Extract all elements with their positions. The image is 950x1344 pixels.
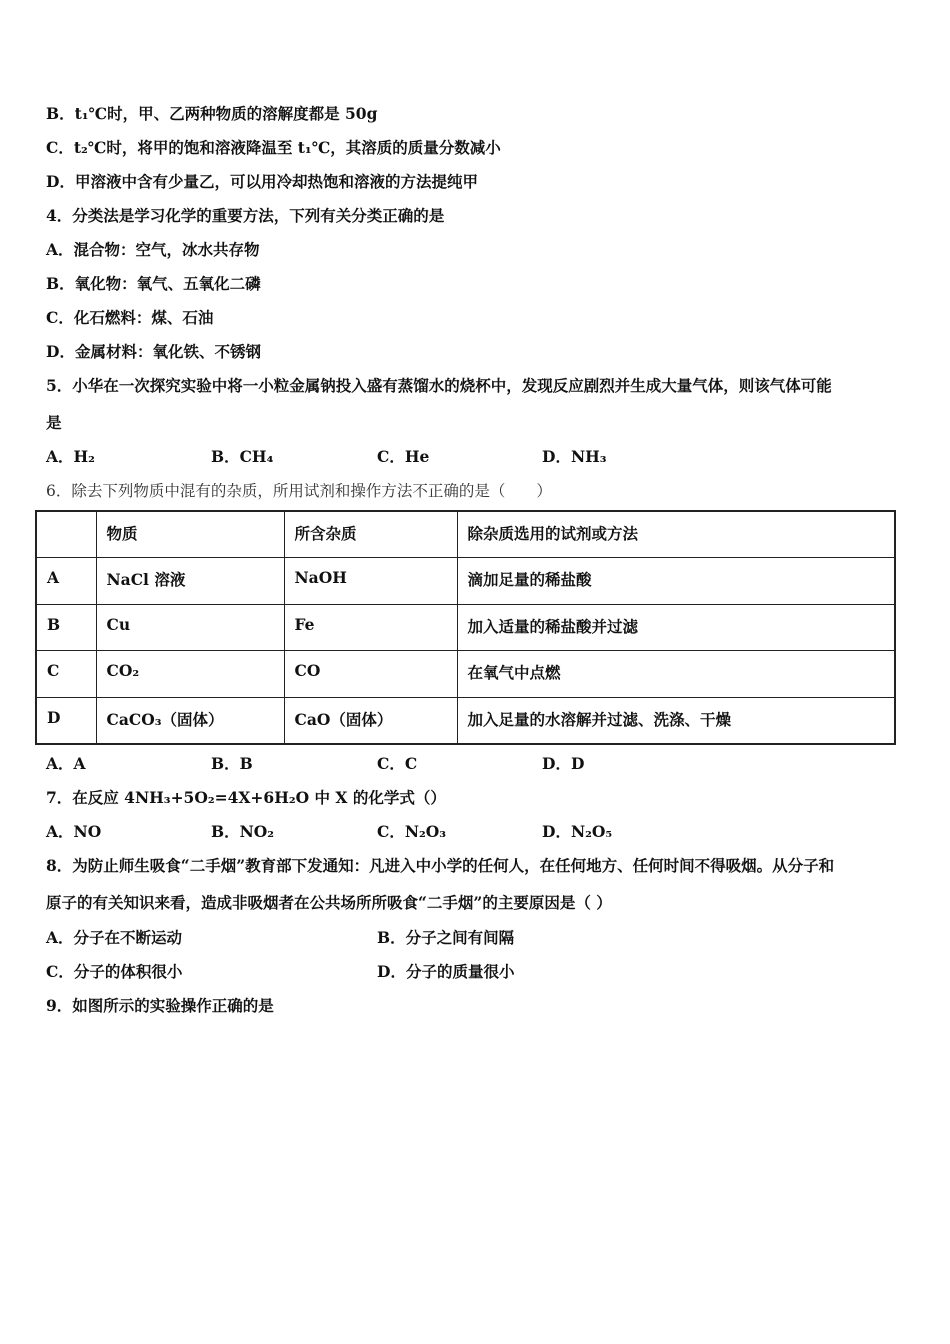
q4-option-c: C．化石燃料：煤、石油 (46, 308, 214, 327)
table-row (36, 651, 895, 698)
table-cell: 在氧气中点燃 (457, 651, 895, 698)
q4-option-d: D．金属材料：氧化铁、不锈钢 (46, 342, 261, 361)
table-cell: B (36, 604, 96, 651)
q6-option-a: A．A (46, 754, 86, 773)
q7-option-c: C．N₂O₃ (377, 822, 447, 841)
table-header-cell (36, 511, 96, 558)
q5-option-c: C．He (377, 447, 430, 466)
table-cell: CaO（固体） (284, 697, 457, 744)
table-header-cell: 所含杂质 (284, 511, 457, 558)
q6-option-b: B．B (211, 754, 253, 773)
q5-option-a: A．H₂ (46, 447, 95, 466)
q5-option-b: B．CH₄ (211, 447, 274, 466)
q8-option-d: D．分子的质量很小 (377, 962, 515, 981)
q5-stem: 5．小华在一次探究实验中将一小粒金属钠投入盛有蒸馏水的烧杯中，发现反应剧烈并生成大量气体，则该气体可能 (46, 376, 832, 395)
table-cell: A (36, 558, 96, 605)
table-cell: 加入足量的水溶解并过滤、洗涤、干燥 (457, 697, 895, 744)
q8-stem-cont: 原子的有关知识来看，造成非吸烟者在公共场所所吸食“二手烟”的主要原因是（ ） (46, 893, 612, 912)
table-cell: Cu (96, 604, 284, 651)
table-header-cell: 物质 (96, 511, 284, 558)
table-header-row (36, 511, 895, 558)
table-cell: 滴加足量的稀盐酸 (457, 558, 895, 605)
q5-option-d: D．NH₃ (542, 447, 607, 466)
table-cell: NaCl 溶液 (96, 558, 284, 605)
q7-option-b: B．NO₂ (211, 822, 275, 841)
q6-option-d: D．D (542, 754, 585, 773)
q6-stem: 6．除去下列物质中混有的杂质，所用试剂和操作方法不正确的是（ ） (46, 482, 552, 500)
q4-option-a: A．混合物：空气，冰水共存物 (46, 240, 260, 259)
q8-option-c: C．分子的体积很小 (46, 962, 183, 981)
table-row (36, 558, 895, 605)
q6-option-c: C．C (377, 754, 418, 773)
q6-table (35, 510, 896, 745)
q3-option-c: C．t₂℃时，将甲的饱和溶液降温至 t₁℃，其溶质的质量分数减小 (46, 138, 501, 157)
q8-stem: 8．为防止师生吸食“二手烟”教育部下发通知：凡进入中小学的任何人，在任何地方、任何时间不得吸烟。从分子和 (46, 856, 835, 875)
table-cell: Fe (284, 604, 457, 651)
q8-option-b: B．分子之间有间隔 (377, 928, 515, 947)
q9-stem: 9．如图所示的实验操作正确的是 (46, 996, 274, 1015)
table-cell: CO₂ (96, 651, 284, 698)
table-row (36, 604, 895, 651)
table-cell: CO (284, 651, 457, 698)
table-cell: C (36, 651, 96, 698)
q8-option-a: A．分子在不断运动 (46, 928, 183, 947)
table-row (36, 697, 895, 744)
table-cell: D (36, 697, 96, 744)
table-cell: 加入适量的稀盐酸并过滤 (457, 604, 895, 651)
q5-stem-cont: 是 (46, 413, 62, 432)
q4-stem: 4．分类法是学习化学的重要方法，下列有关分类正确的是 (46, 206, 445, 225)
q7-stem: 7．在反应 4NH₃+5O₂=4X+6H₂O 中 X 的化学式（） (46, 788, 446, 807)
table-header-cell: 除杂质选用的试剂或方法 (457, 511, 895, 558)
q4-option-b: B．氧化物：氧气、五氧化二磷 (46, 274, 261, 293)
q3-option-b: B．t₁℃时，甲、乙两种物质的溶解度都是 50g (46, 104, 378, 123)
q7-option-a: A．NO (46, 822, 102, 841)
q7-option-d: D．N₂O₅ (542, 822, 613, 841)
table-cell: NaOH (284, 558, 457, 605)
q3-option-d: D．甲溶液中含有少量乙，可以用冷却热饱和溶液的方法提纯甲 (46, 172, 478, 191)
table-cell: CaCO₃（固体） (96, 697, 284, 744)
